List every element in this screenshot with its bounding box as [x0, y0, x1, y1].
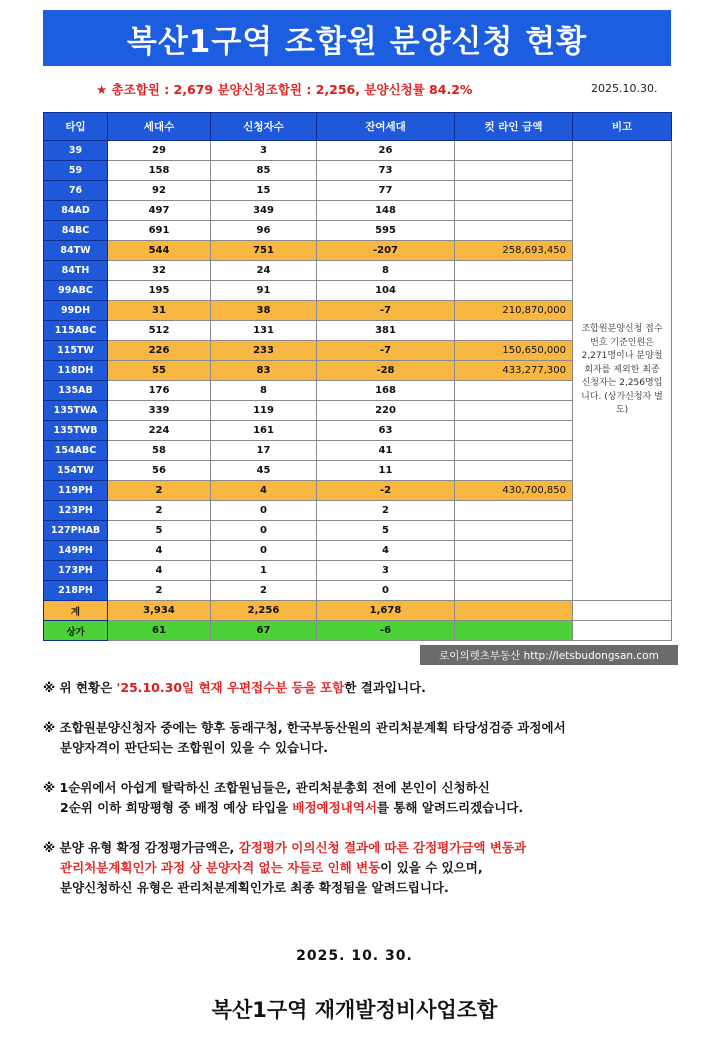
cell-units: 2	[108, 581, 211, 601]
cell-cutline	[455, 261, 573, 281]
cell-remaining: 8	[317, 261, 455, 281]
header-type: 타입	[44, 113, 108, 141]
note-highlight: 관리처분계획인가 과정 상 분양자격 없는 자들로 인해 변동	[60, 860, 381, 875]
note-continuation	[43, 858, 673, 878]
cell-cutline	[455, 441, 573, 461]
cell-cutline	[455, 221, 573, 241]
header-units: 세대수	[108, 113, 211, 141]
cell-applicants: 24	[211, 261, 317, 281]
cell-applicants: 45	[211, 461, 317, 481]
note-paragraph	[43, 718, 673, 758]
cell-cutline	[455, 421, 573, 441]
cell-remaining: 1,678	[317, 601, 455, 621]
note-paragraph	[43, 778, 673, 818]
cell-applicants: 17	[211, 441, 317, 461]
cell-type: 99DH	[44, 301, 108, 321]
header-cutline: 컷 라인 금액	[455, 113, 573, 141]
cell-type: 154ABC	[44, 441, 108, 461]
cell-remaining: 5	[317, 521, 455, 541]
cell-type: 115TW	[44, 341, 108, 361]
remarks-cell	[573, 621, 672, 641]
cell-cutline: 258,693,450	[455, 241, 573, 261]
cell-type: 계	[44, 601, 108, 621]
cell-remaining: 595	[317, 221, 455, 241]
cell-cutline	[455, 461, 573, 481]
cell-cutline	[455, 161, 573, 181]
cell-applicants: 83	[211, 361, 317, 381]
header-remaining: 잔여세대	[317, 113, 455, 141]
cell-applicants: 1	[211, 561, 317, 581]
cell-applicants: 38	[211, 301, 317, 321]
cell-remaining: 0	[317, 581, 455, 601]
cell-type: 84TW	[44, 241, 108, 261]
cell-cutline	[455, 321, 573, 341]
cell-type: 135AB	[44, 381, 108, 401]
page-title-banner	[43, 10, 671, 66]
cell-remaining: 73	[317, 161, 455, 181]
cell-remaining: 11	[317, 461, 455, 481]
cell-applicants: 233	[211, 341, 317, 361]
footer-date: 2025. 10. 30.	[296, 948, 413, 964]
cell-remaining: 148	[317, 201, 455, 221]
cell-applicants: 119	[211, 401, 317, 421]
cell-remaining: 220	[317, 401, 455, 421]
note-highlight: 감정평가 이의신청 결과에 따른 감정평가금액 변동과	[238, 840, 527, 855]
cell-units: 32	[108, 261, 211, 281]
cell-remaining: -2	[317, 481, 455, 501]
cell-type: 115ABC	[44, 321, 108, 341]
cell-applicants: 8	[211, 381, 317, 401]
cell-applicants: 4	[211, 481, 317, 501]
cell-type: 84AD	[44, 201, 108, 221]
cell-remaining: 77	[317, 181, 455, 201]
note-text: ※ 조합원분양신청자 중에는 향후 동래구청, 한국부동산원의 관리처분계획 타당성검증 과정에서	[43, 720, 566, 735]
cell-units: 224	[108, 421, 211, 441]
note-text: 분양신청하신 유형은 관리처분계획인가로 최종 확정됨을 알려드립니다.	[60, 880, 449, 895]
cell-remaining: -28	[317, 361, 455, 381]
note-continuation	[43, 878, 673, 898]
cell-units: 195	[108, 281, 211, 301]
cell-remaining: -6	[317, 621, 455, 641]
cell-cutline	[455, 401, 573, 421]
shop-row	[44, 621, 672, 641]
cell-applicants: 0	[211, 501, 317, 521]
cell-applicants: 85	[211, 161, 317, 181]
cell-type: 218PH	[44, 581, 108, 601]
remarks-cell	[573, 601, 672, 621]
cell-cutline: 150,650,000	[455, 341, 573, 361]
cell-units: 58	[108, 441, 211, 461]
cell-applicants: 161	[211, 421, 317, 441]
cell-type: 154TW	[44, 461, 108, 481]
notes-section	[43, 678, 673, 918]
cell-units: 158	[108, 161, 211, 181]
note-text: ※ 분양 유형 확정 감정평가금액은,	[43, 840, 239, 855]
remarks-note: 조합원분양신청 접수번호 기준인원은 2,271명이나 분양철회자를 제외한 최종 신청자는 2,256명입니다. (상가신청자 별도)	[573, 141, 672, 601]
cell-type: 39	[44, 141, 108, 161]
cell-applicants: 67	[211, 621, 317, 641]
note-text: 이 있을 수 있으며,	[380, 860, 483, 875]
summary-line: ★ 총조합원 : 2,679 분양신청조합원 : 2,256, 분양신청률 84.2%	[96, 82, 473, 97]
cell-type: 119PH	[44, 481, 108, 501]
cell-remaining: -7	[317, 301, 455, 321]
cell-units: 497	[108, 201, 211, 221]
cell-remaining: 3	[317, 561, 455, 581]
cell-cutline	[455, 561, 573, 581]
cell-units: 2	[108, 481, 211, 501]
cell-units: 4	[108, 541, 211, 561]
cell-type: 상가	[44, 621, 108, 641]
note-paragraph	[43, 678, 673, 698]
cell-units: 92	[108, 181, 211, 201]
cell-type: 84BC	[44, 221, 108, 241]
application-status-table	[43, 112, 672, 641]
source-watermark: 로이의렛츠부동산 http://letsbudongsan.com	[420, 645, 678, 665]
cell-cutline	[455, 581, 573, 601]
cell-units: 512	[108, 321, 211, 341]
cell-applicants: 15	[211, 181, 317, 201]
cell-applicants: 2,256	[211, 601, 317, 621]
cell-units: 56	[108, 461, 211, 481]
cell-type: 149PH	[44, 541, 108, 561]
cell-remaining: 168	[317, 381, 455, 401]
cell-units: 61	[108, 621, 211, 641]
cell-applicants: 2	[211, 581, 317, 601]
cell-cutline	[455, 141, 573, 161]
cell-remaining: 41	[317, 441, 455, 461]
table-row	[44, 141, 672, 161]
note-text: ※ 위 현황은	[43, 680, 117, 695]
note-text: 를 통해 알려드리겠습니다.	[376, 800, 524, 815]
cell-cutline	[455, 381, 573, 401]
note-text: 분양자격이 판단되는 조합원이 있을 수 있습니다.	[60, 740, 329, 755]
cell-type: 135TWA	[44, 401, 108, 421]
cell-units: 691	[108, 221, 211, 241]
cell-remaining: 104	[317, 281, 455, 301]
table-header-row	[44, 113, 672, 141]
cell-cutline: 430,700,850	[455, 481, 573, 501]
cell-remaining: 63	[317, 421, 455, 441]
cell-remaining: 4	[317, 541, 455, 561]
page-title: 복산1구역 조합원 분양신청 현황	[126, 23, 588, 60]
cell-cutline: 433,277,300	[455, 361, 573, 381]
cell-remaining: 26	[317, 141, 455, 161]
cell-units: 544	[108, 241, 211, 261]
cell-type: 59	[44, 161, 108, 181]
cell-cutline	[455, 501, 573, 521]
cell-units: 3,934	[108, 601, 211, 621]
cell-type: 123PH	[44, 501, 108, 521]
note-continuation	[43, 738, 673, 758]
cell-units: 176	[108, 381, 211, 401]
cell-applicants: 3	[211, 141, 317, 161]
header-remarks: 비고	[573, 113, 672, 141]
cell-remaining: -207	[317, 241, 455, 261]
summary-date: 2025.10.30.	[591, 82, 658, 95]
cell-applicants: 349	[211, 201, 317, 221]
note-highlight: 배정예정내역서	[292, 800, 377, 815]
cell-applicants: 0	[211, 541, 317, 561]
cell-type: 135TWB	[44, 421, 108, 441]
total-row	[44, 601, 672, 621]
note-paragraph	[43, 838, 673, 898]
cell-type: 173PH	[44, 561, 108, 581]
cell-cutline	[455, 181, 573, 201]
cell-remaining: -7	[317, 341, 455, 361]
footer-organization: 복산1구역 재개발정비사업조합	[211, 998, 498, 1022]
cell-type: 118DH	[44, 361, 108, 381]
cell-cutline	[455, 201, 573, 221]
cell-remaining: 2	[317, 501, 455, 521]
cell-type: 99ABC	[44, 281, 108, 301]
cell-cutline	[455, 281, 573, 301]
cell-applicants: 0	[211, 521, 317, 541]
header-applicants: 신청자수	[211, 113, 317, 141]
note-highlight: '25.10.30일 현재 우편접수분 등을 포함	[116, 680, 345, 695]
note-text: ※ 1순위에서 아쉽게 탈락하신 조합원님들은, 관리처분총회 전에 본인이 신청하신	[43, 780, 490, 795]
cell-units: 31	[108, 301, 211, 321]
cell-units: 55	[108, 361, 211, 381]
cell-type: 84TH	[44, 261, 108, 281]
cell-units: 5	[108, 521, 211, 541]
cell-units: 2	[108, 501, 211, 521]
cell-units: 4	[108, 561, 211, 581]
cell-units: 226	[108, 341, 211, 361]
cell-applicants: 131	[211, 321, 317, 341]
cell-type: 127PHAB	[44, 521, 108, 541]
cell-units: 339	[108, 401, 211, 421]
cell-cutline	[455, 541, 573, 561]
note-text: 한 결과입니다.	[344, 680, 426, 695]
cell-type: 76	[44, 181, 108, 201]
cell-remaining: 381	[317, 321, 455, 341]
cell-cutline: 210,870,000	[455, 301, 573, 321]
cell-applicants: 751	[211, 241, 317, 261]
cell-applicants: 91	[211, 281, 317, 301]
note-continuation	[43, 798, 673, 818]
cell-cutline	[455, 521, 573, 541]
cell-cutline	[455, 621, 573, 641]
cell-units: 29	[108, 141, 211, 161]
note-text: 2순위 이하 희망평형 중 배정 예상 타입을	[60, 800, 293, 815]
cell-cutline	[455, 601, 573, 621]
cell-applicants: 96	[211, 221, 317, 241]
